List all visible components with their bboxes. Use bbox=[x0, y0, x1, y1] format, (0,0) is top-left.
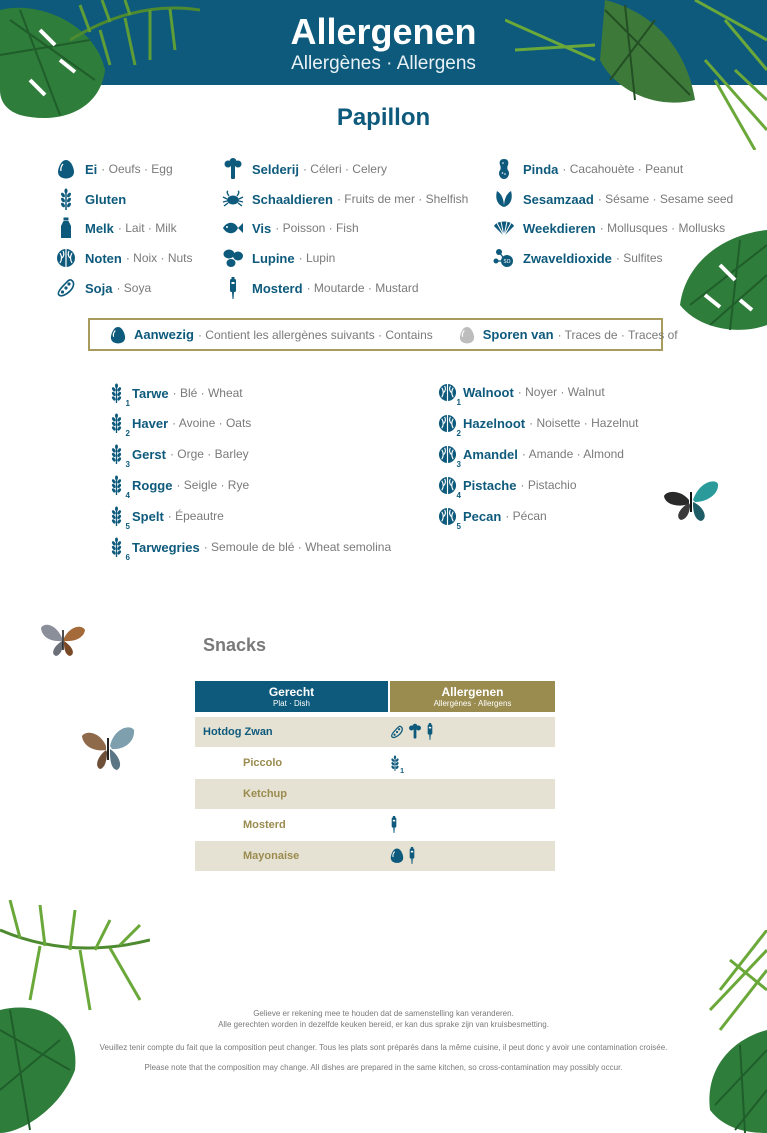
table-row bbox=[195, 748, 555, 779]
palm-leaf-bottom-right-icon bbox=[700, 930, 767, 1133]
nut-icon: 1 bbox=[435, 380, 459, 404]
dish-name: Ketchup bbox=[243, 787, 287, 800]
allergen-milk: Melk · Lait · Milk bbox=[55, 217, 177, 239]
allergen-fish: Vis · Poisson · Fish bbox=[222, 217, 359, 239]
dish-allergen-icons bbox=[390, 815, 398, 835]
allergen-gluten: Gluten bbox=[55, 188, 126, 210]
svg-text:SO: SO bbox=[503, 259, 511, 265]
celery-icon bbox=[408, 723, 422, 740]
wheat-icon: 5 bbox=[104, 504, 128, 528]
allergen-egg: Ei · Oeufs · Egg bbox=[55, 158, 173, 180]
soy-icon bbox=[55, 277, 77, 299]
monstera-leaf-right-icon bbox=[680, 225, 767, 335]
wheat-icon: 1 bbox=[104, 381, 128, 405]
egg-icon bbox=[55, 158, 77, 180]
gluten-type-spelt: $_5$ Spelt · Épeautre bbox=[104, 504, 224, 528]
soy-icon bbox=[390, 724, 404, 740]
nut-type-walnut: $_1$ Walnoot · Noyer · Walnut bbox=[435, 380, 605, 404]
nut-icon bbox=[55, 247, 77, 269]
egg-icon bbox=[110, 326, 126, 344]
allergen-soy: Soja · Soya bbox=[55, 277, 151, 299]
dish-allergen-icons bbox=[390, 846, 416, 866]
page-subtitle: Allergènes · Allergens bbox=[291, 53, 476, 74]
mustard-icon bbox=[222, 277, 244, 299]
table-header bbox=[195, 681, 555, 712]
sesame-icon bbox=[493, 188, 515, 210]
nut-type-pistachio: $_4$ Pistache · Pistachio bbox=[435, 473, 577, 497]
wheat-icon: 2 bbox=[104, 411, 128, 435]
dish-allergen-icons bbox=[390, 753, 404, 775]
gluten-type-oats: $_2$ Haver · Avoine · Oats bbox=[104, 411, 251, 435]
egg-icon bbox=[390, 847, 404, 864]
nut-icon: 2 bbox=[435, 411, 459, 435]
nut-type-pecan: $_5$ Pecan · Pécan bbox=[435, 504, 547, 528]
footer-disclaimer-fr: Veuillez tenir compte du fait que la composition peut changer. Tous les plats sont préparés dans la même cuisine, il peut donc y avoir une contamination croisée. bbox=[99, 1043, 668, 1052]
allergen-celery: Selderij · Céleri · Celery bbox=[222, 158, 387, 180]
mustard-icon bbox=[390, 816, 398, 833]
allergen-sulfites: SO Zwaveldioxide · Sulfites bbox=[493, 247, 663, 269]
dish-name: Hotdog Zwan bbox=[203, 725, 273, 738]
butterfly-left-bottom-icon bbox=[80, 722, 136, 772]
wheat-icon: 4 bbox=[104, 473, 128, 497]
shell-icon bbox=[493, 217, 515, 239]
mustard-icon bbox=[408, 847, 416, 864]
dish-name: Mosterd bbox=[243, 818, 286, 831]
dish-name: Piccolo bbox=[243, 756, 283, 769]
palm-leaf-top-left-icon bbox=[70, 0, 200, 80]
lupin-icon bbox=[222, 247, 244, 269]
butterfly-right-icon bbox=[663, 478, 719, 522]
allergen-mollusks: Weekdieren · Mollusques · Mollusks bbox=[493, 217, 725, 239]
peanut-icon bbox=[493, 158, 515, 180]
milk-bottle-icon bbox=[55, 217, 77, 239]
butterfly-left-top-icon bbox=[40, 620, 86, 658]
gluten-type-rye: $_4$ Rogge · Seigle · Rye bbox=[104, 473, 249, 497]
section-title: Snacks bbox=[203, 635, 267, 655]
allergen-mustard: Mosterd · Moutarde · Mustard bbox=[222, 277, 419, 299]
restaurant-name: Papillon bbox=[336, 104, 431, 131]
nut-icon: 3 bbox=[435, 442, 459, 466]
dish-table bbox=[195, 681, 555, 871]
sulfite-molecule-icon bbox=[493, 247, 515, 269]
allergen-lupin: Lupine · Lupin bbox=[222, 247, 335, 269]
gluten-type-barley: $_3$ Gerst · Orge · Barley bbox=[104, 442, 249, 466]
footer-disclaimer-nl: Gelieve er rekening mee te houden dat de samenstelling kan veranderen. Alle gerechten worden in dezelfde keuken bereid, er kan dus sprake zijn van kruisbesmetting. bbox=[218, 1009, 549, 1029]
gluten-type-wheat: $_1$ Tarwe · Blé · Wheat bbox=[104, 381, 243, 405]
footer-disclaimer-en: Please note that the composition may change. All dishes are prepared in the same kitchen, so cross-contamination may possibly occur. bbox=[144, 1063, 623, 1072]
table-row bbox=[195, 779, 555, 810]
nut-icon: 5 bbox=[435, 504, 459, 528]
crab-icon bbox=[222, 188, 244, 210]
allergen-peanut: Pinda · Cacahouète · Peanut bbox=[493, 158, 683, 180]
wheat-icon bbox=[55, 188, 77, 210]
dish-name: Mayonaise bbox=[243, 849, 300, 862]
fish-icon bbox=[222, 217, 244, 239]
wheat-icon: 3 bbox=[104, 442, 128, 466]
legend-box bbox=[88, 318, 678, 351]
table-row bbox=[195, 810, 555, 841]
wheat-icon: 6 bbox=[104, 535, 128, 559]
allergen-nuts: Noten · Noix · Nuts bbox=[55, 247, 193, 269]
table-row bbox=[195, 717, 555, 748]
wheat-icon: 1 bbox=[390, 755, 400, 771]
legend-present: Aanwezig · Contient les allergènes suivants · Contains bbox=[110, 326, 433, 344]
gluten-type-wheat-semolina: $_6$ Tarwegries · Semoule de blé · Wheat semolina bbox=[104, 535, 391, 559]
page-title: Allergenen bbox=[290, 11, 477, 52]
dish-allergen-icons bbox=[390, 722, 434, 742]
table-row bbox=[195, 841, 555, 872]
egg-trace-icon bbox=[459, 326, 475, 344]
legend-traces: Sporen van · Traces de · Traces of bbox=[459, 326, 678, 344]
nut-type-almond: $_3$ Amandel · Amande · Almond bbox=[435, 442, 624, 466]
mustard-icon bbox=[426, 723, 434, 740]
allergen-sesame: Sesamzaad · Sésame · Sesame seed bbox=[493, 188, 733, 210]
column-header-allergens: Allergenen Allergènes · Allergens bbox=[390, 681, 555, 712]
nut-icon: 4 bbox=[435, 473, 459, 497]
column-header-dish: Gerecht Plat · Dish bbox=[195, 681, 388, 712]
allergen-shellfish: Schaaldieren · Fruits de mer · Shelfish bbox=[222, 188, 468, 210]
celery-icon bbox=[222, 158, 244, 180]
nut-type-hazelnut: $_2$ Hazelnoot · Noisette · Hazelnut bbox=[435, 411, 639, 435]
